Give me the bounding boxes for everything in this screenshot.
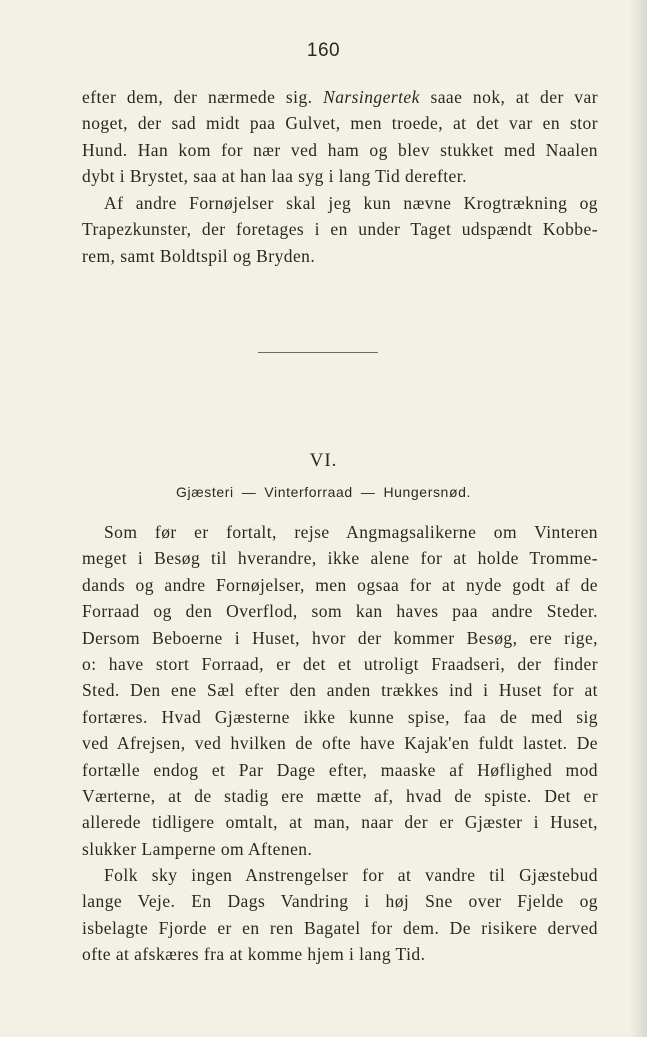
text-line: dands og andre Fornøjelser, men ogsaa for at nyde godt af de [82,574,598,595]
paragraph-visits [82,519,598,862]
text-line: Dersom Beboerne i Huset, hvor der kommer Besøg, ere rige, [82,627,598,648]
paragraph-continuation [82,84,598,190]
text-line: fortæres. Hvad Gjæsterne ikke kunne spise, faa de med sig [82,706,598,727]
page-edge-shadow [629,0,647,1037]
section-divider [258,352,378,353]
italic-term: Narsingertek [323,87,420,107]
section-topics [0,484,647,500]
text-line: allerede tidligere omtalt, at man, naar der er Gjæster i Huset, [82,812,598,833]
section-numeral: VI. [309,450,338,471]
topic-separator: — [241,484,257,500]
text-line: noget, der sad midt paa Gulvet, men troede, at det var en stor [82,113,598,134]
topic-item: Hungersnød. [383,484,471,500]
text-line: lange Veje. En Dags Vandring i høj Sne over Fjelde og [82,891,598,912]
text-line: Sted. Den ene Sæl efter den anden trækkes ind i Huset for at [82,680,598,701]
text-line: fortælle endog et Par Dage efter, maaske af Høflighed mod [82,759,598,780]
text-line: ved Afrejsen, ved hvilken de ofte have Kajak'en fuldt lastet. De [82,733,598,754]
text-line: slukker Lamperne om Aftenen. [82,838,313,859]
text-line: dybt i Brystet, saa at han laa syg i lang Tid derefter. [82,166,467,187]
text-line: Værterne, at de stadig ere mætte af, hvad de spiste. Det er [82,785,598,806]
text-line: Hund. Han kom for nær ved ham og blev stukket med Naalen [82,139,598,160]
text-line: rem, samt Boldtspil og Bryden. [82,245,316,266]
text-line: isbelagte Fjorde er en ren Bagatel for dem. De risikere derved [82,917,598,938]
text-line: Forraad og den Overflod, som kan haves paa andre Steder. [82,601,598,622]
topic-item: Vinterforraad [264,484,353,500]
paragraph-travel [82,862,598,968]
text-line: Folk sky ingen Anstrengelser for at vandre til Gjæstebud [104,865,598,885]
text-line: efter dem, der nærmede sig. Narsingertek saae nok, at der var [82,87,598,107]
text-line: o: have stort Forraad, er det et utroligt Fraadseri, der finder [82,653,598,674]
topic-item: Gjæsteri [176,484,234,500]
text-line: Af andre Fornøjelser skal jeg kun nævne Krogtrækning og [104,193,598,213]
text-line: meget i Besøg til hverandre, ikke alene for at holde Tromme- [82,548,598,569]
text-line: ofte at afskæres fra at komme hjem i lang Tid. [82,944,426,965]
page-number: 160 [306,40,341,61]
text-line: Trapezkunster, der foretages i en under Taget udspændt Kobbe- [82,219,598,240]
paragraph-amusements [82,190,598,269]
topic-separator: — [360,484,376,500]
text-line: Som før er fortalt, rejse Angmagsalikerne om Vinteren [104,522,598,542]
